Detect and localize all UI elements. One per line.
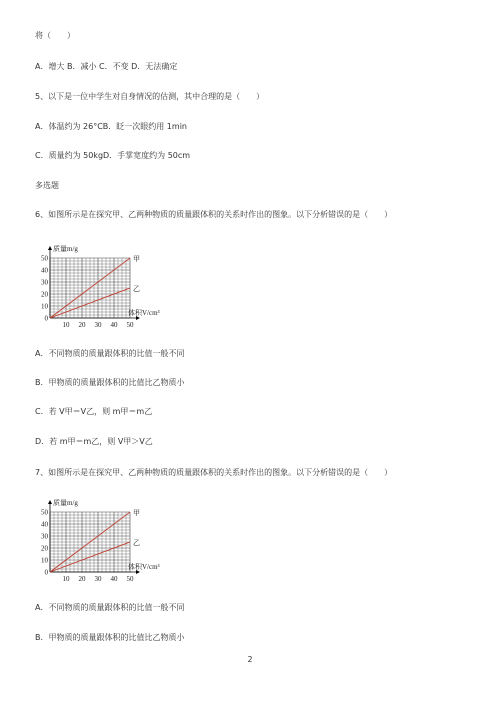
x-axis-label: 体积V/cm³ (128, 563, 160, 571)
x-tick-label: 30 (94, 575, 102, 583)
series-label: 甲 (133, 509, 140, 517)
series-label: 乙 (133, 539, 140, 547)
option-c: C．若 V甲＝V乙，则 m甲＝m乙 (35, 407, 153, 416)
line-text: A．增大 B．减小 C．不变 D．无法确定 (35, 62, 178, 71)
y-tick-label: 20 (41, 290, 48, 299)
y-axis-arrow (48, 500, 52, 504)
x-tick-label: 40 (110, 575, 118, 583)
x-tick-label: 50 (126, 321, 134, 329)
line-text: C．质量约为 50kgD．手掌宽度约为 50cm (35, 151, 191, 160)
option-a: A．不同物质的质量跟体积的比值一般不同 (35, 603, 185, 612)
x-tick-label: 10 (62, 321, 70, 329)
x-tick-label: 20 (78, 575, 86, 583)
y-axis-label: 质量m/g (53, 499, 78, 507)
option-d: D．若 m甲＝m乙，则 V甲＞V乙 (35, 437, 153, 446)
y-axis-arrow (48, 246, 52, 250)
x-tick-label: 50 (126, 575, 134, 583)
option-b: B．甲物质的质量跟体积的比值比乙物质小 (35, 633, 185, 642)
y-tick-label: 50 (41, 508, 48, 517)
line-text: 5、以下是一位中学生对自身情况的估测，其中合理的是（ ） (35, 92, 265, 101)
chart-svg-q7 (42, 497, 172, 597)
y-tick-label: 10 (41, 302, 48, 311)
chart-svg-q6 (42, 243, 172, 343)
page-number: 2 (247, 655, 253, 664)
y-tick-label: 20 (41, 544, 48, 553)
question-7: 7、如图所示是在探究甲、乙两种物质的质量跟体积的关系时作出的图象。以下分析错误的是（ ） (35, 468, 393, 477)
question-6: 6、如图所示是在探究甲、乙两种物质的质量跟体积的关系时作出的图象。以下分析错误的是（ ） (35, 210, 393, 219)
option-b: B．甲物质的质量跟体积的比值比乙物质小 (35, 378, 185, 387)
y-tick-label: 0 (44, 568, 48, 577)
line-text: A．体温约为 26°CB．眨一次眼约用 1min (35, 122, 187, 131)
series-label: 甲 (133, 255, 140, 263)
x-tick-label: 10 (62, 575, 70, 583)
chart-q6 (42, 243, 172, 347)
option-a: A．不同物质的质量跟体积的比值一般不同 (35, 349, 185, 358)
y-tick-label: 10 (41, 556, 48, 565)
x-tick-label: 20 (78, 321, 86, 329)
chart-q7 (42, 497, 172, 601)
y-tick-label: 0 (44, 314, 48, 323)
y-tick-label: 30 (41, 532, 48, 541)
y-tick-label: 40 (41, 520, 48, 529)
y-tick-label: 30 (41, 278, 48, 287)
y-axis-label: 质量m/g (53, 245, 78, 253)
x-axis-label: 体积V/cm³ (128, 309, 160, 317)
y-tick-label: 50 (41, 254, 48, 263)
series-label: 乙 (133, 285, 140, 293)
x-tick-label: 30 (94, 321, 102, 329)
x-tick-label: 40 (110, 321, 118, 329)
section-heading: 多选题 (35, 181, 59, 190)
y-tick-label: 40 (41, 266, 48, 275)
line-text: 将（ ） (35, 31, 75, 40)
